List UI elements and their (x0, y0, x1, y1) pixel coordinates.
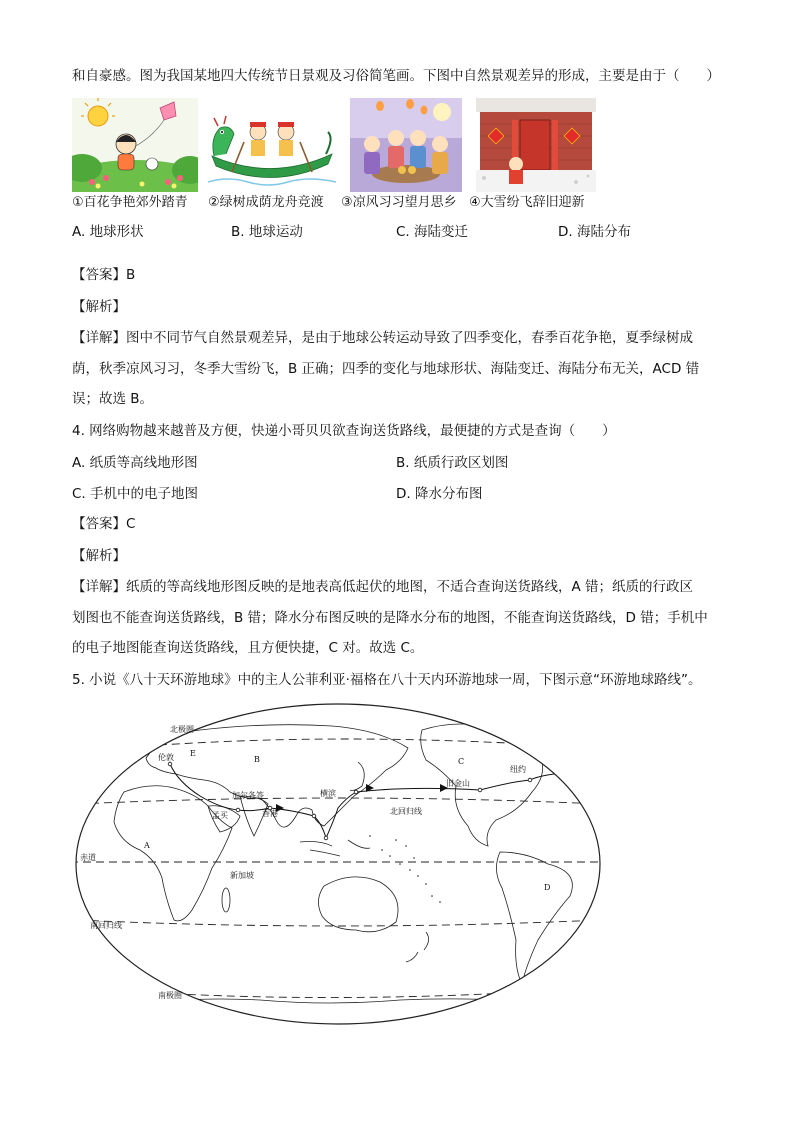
sanfrancisco-dot (478, 788, 482, 792)
spring-festival-snow-illustration (476, 98, 596, 192)
label-calcutta: 加尔各答 (232, 791, 264, 800)
world-route-map (70, 700, 610, 1030)
spring-outing-illustration (72, 98, 198, 192)
q4-option-a[interactable]: A. 纸质等高线地形图 (72, 455, 198, 471)
label-hongkong: 香港 (262, 809, 278, 818)
q3-option-d[interactable]: D. 海陆分布 (558, 224, 631, 240)
q3-option-c[interactable]: C. 海陆变迁 (396, 224, 469, 240)
label-antarctic-circle: 南极圈 (158, 991, 182, 1000)
dragon-boat-illustration (208, 98, 336, 192)
label-c: C (458, 757, 465, 766)
label-d: D (544, 883, 551, 892)
london-dot (168, 762, 172, 766)
label-bombay: 孟买 (212, 811, 228, 820)
q3-option-a[interactable]: A. 地球形状 (72, 224, 144, 240)
caption-1: ①百花争艳郊外踏青 (72, 195, 188, 210)
q3-stem: 和自豪感。图为我国某地四大传统节日景观及习俗简笔画。下图中自然景观差异的形成，主要是由于（ ） (72, 68, 720, 84)
q4-stem: 4. 网络购物越来越普及方便，快递小哥贝贝欲查询送货路线，最便捷的方式是查询（ ） (72, 423, 616, 439)
q3-detail-2: 荫，秋季凉风习习，冬季大雪纷飞，B 正确；四季的变化与地球形状、海陆变迁、海陆分布无关，ACD 错 (72, 361, 700, 377)
q4-detail-3: 的电子地图能查询送货路线，且方便快捷，C 对。故选 C。 (72, 640, 424, 656)
hongkong-dot (312, 814, 316, 818)
q3-answer: 【答案】B (72, 267, 136, 283)
label-b: B (254, 755, 260, 764)
caption-3: ③凉风习习望月思乡 (341, 195, 457, 210)
q5-stem: 5. 小说《八十天环游地球》中的主人公菲利亚·福格在八十天内环游地球一周，下图示意“环游地球路线”。 (72, 672, 702, 688)
label-a: A (144, 841, 150, 850)
newyork-dot (528, 778, 532, 782)
label-e: E (190, 749, 196, 758)
q4-option-b[interactable]: B. 纸质行政区划图 (396, 455, 509, 471)
singapore-dot (324, 836, 328, 840)
q4-detail-1: 【详解】纸质的等高线地形图反映的是地表高低起伏的地图，不适合查询送货路线，A 错；纸质的行政区 (72, 579, 694, 595)
q4-analysis-label: 【解析】 (72, 548, 126, 564)
yokohama-dot (354, 790, 358, 794)
q4-option-c[interactable]: C. 手机中的电子地图 (72, 486, 199, 502)
q4-answer: 【答案】C (72, 516, 136, 532)
bombay-dot (236, 808, 240, 812)
label-tropic-cancer: 北回归线 (390, 807, 422, 816)
q3-option-b[interactable]: B. 地球运动 (231, 224, 303, 240)
label-equator: 赤道 (80, 853, 96, 862)
q4-detail-2: 划图也不能查询送货路线，B 错；降水分布图反映的是降水分布的地图，不能查询送货路线，D 错；手机中 (72, 610, 708, 626)
label-singapore: 新加坡 (230, 871, 254, 880)
q3-detail-1: 【详解】图中不同节气自然景观差异，是由于地球公转运动导致了四季变化，春季百花争艳，夏季绿树成 (72, 330, 693, 346)
caption-4: ④大雪纷飞辞旧迎新 (469, 195, 585, 210)
label-arctic-circle: 北极圈 (170, 725, 194, 734)
label-tropic-capricorn: 南回归线 (90, 921, 122, 930)
caption-2: ②绿树成荫龙舟竞渡 (208, 195, 324, 210)
label-yokohama: 横滨 (320, 789, 336, 798)
label-sanfrancisco: 旧金山 (446, 779, 470, 788)
moon-festival-illustration (350, 98, 462, 192)
label-newyork: 纽约 (510, 765, 526, 774)
label-london: 伦敦 (158, 753, 174, 762)
q4-option-d[interactable]: D. 降水分布图 (396, 486, 483, 502)
q3-detail-3: 误；故选 B。 (72, 391, 154, 407)
q3-analysis-label: 【解析】 (72, 299, 126, 315)
